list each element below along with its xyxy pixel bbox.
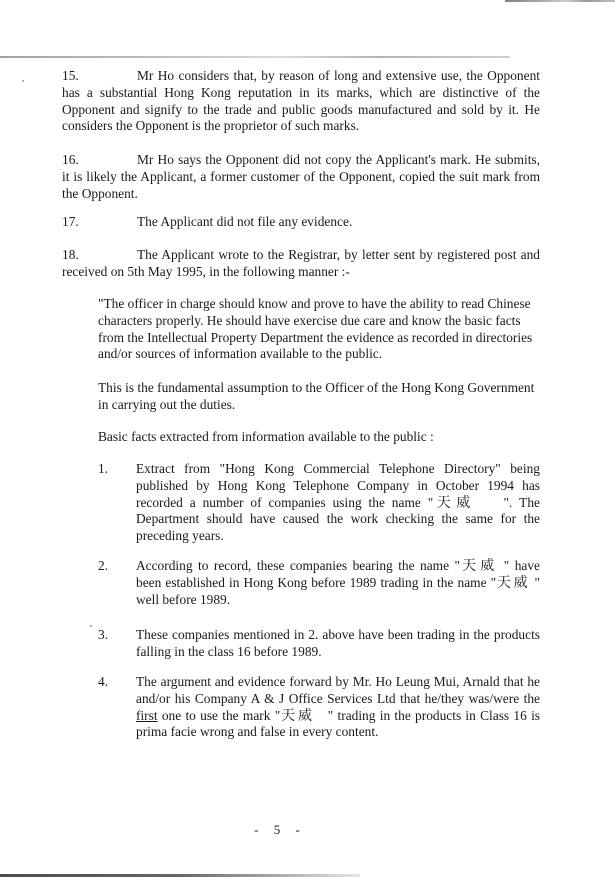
paragraph-15: [62, 68, 540, 135]
paragraph-text: The Applicant did not file any evidence.: [137, 214, 353, 229]
paragraph-17: [62, 214, 540, 231]
fact-text-part: ". The Department should have caused the work checking the same for the preceding years.: [136, 494, 541, 544]
fact-number: 4.: [98, 674, 109, 689]
page-number: - 5 -: [254, 822, 306, 837]
paragraph-number: 16.: [62, 152, 79, 167]
fact-text: [136, 461, 540, 545]
fact-number: 2.: [98, 558, 109, 573]
quoted-letter-intro: "The officer in charge should know and prove to have the ability to read Chinese characters properly. He should have exercise due care and know the basic facts from the Intellectual Property Department the evidence as recorded in directories and/or sources of information available to the public.: [98, 296, 533, 362]
chinese-mark: 天威: [496, 574, 531, 591]
chinese-mark: 天威: [280, 707, 315, 724]
fact-text-part: According to record, these companies bearing the name ": [136, 558, 460, 573]
fact-item-4: [98, 674, 540, 741]
scan-speck: [22, 80, 24, 82]
chinese-mark: 天威: [433, 494, 476, 511]
paragraph-18: [62, 247, 540, 281]
fact-text: [136, 674, 540, 741]
fact-item-3: [98, 627, 540, 661]
fact-item-1: [98, 461, 540, 545]
paragraph-number: 17.: [62, 214, 79, 229]
fact-text-part: Extract from "Hong Kong Commercial Telephone Directory" being published by Hong Kong Telephone Company in October 1994 has recorded a number of companies using the name ": [136, 461, 540, 510]
scan-edge-line-top-right: [505, 0, 615, 2]
paragraph-16: [62, 152, 540, 202]
paragraph-text: The Applicant wrote to the Registrar, by letter sent by registered post and received on 5th May 1995, in the following manner :-: [62, 247, 540, 279]
fact-text-part: one to use the mark ": [157, 707, 281, 723]
scan-speck: [90, 625, 92, 627]
fact-item-2: [98, 558, 540, 608]
paragraph-text: Mr Ho says the Opponent did not copy the Applicant's mark. He submits, it is likely the Applicant, a former customer of the Opponent, copied the suit mark from the Opponent.: [62, 152, 540, 201]
paragraph-number: 15.: [62, 68, 79, 83]
fact-text-part: " trading in the products in Class 16 is prima facie wrong and false in every content.: [136, 707, 541, 740]
fact-text: These companies mentioned in 2. above have been trading in the products falling in the class 16 before 1989.: [136, 627, 540, 659]
fact-text-part: " well before 1989.: [136, 574, 540, 607]
fact-text-part: The argument and evidence forward by Mr. Ho Leung Mui, Arnald that he and/or his Company A & J Office Services Ltd that he/they was/were the: [136, 674, 540, 706]
fact-text: [136, 558, 540, 608]
paragraph-text: Mr Ho considers that, by reason of long and extensive use, the Opponent has a substantial Hong Kong reputation in its marks, which are distinctive of the Opponent and signify to the trade and public goods manufactured and sold by it. He considers the Opponent is the proprietor of such marks.: [62, 68, 540, 134]
paragraph-number: 18.: [62, 247, 79, 262]
underlined-word: first: [136, 707, 158, 723]
quoted-letter-basic-facts-heading: Basic facts extracted from information available to the public :: [98, 429, 434, 444]
fact-number: 1.: [98, 461, 109, 476]
quoted-letter-assumption: This is the fundamental assumption to the Officer of the Hong Kong Government in carrying out the duties.: [98, 380, 535, 412]
scan-edge-line-top: [0, 56, 510, 58]
fact-text-part: " have been established in Hong Kong before 1989 trading in the name ": [136, 558, 540, 590]
chinese-mark: 天威: [459, 558, 499, 574]
fact-number: 3.: [98, 627, 109, 642]
